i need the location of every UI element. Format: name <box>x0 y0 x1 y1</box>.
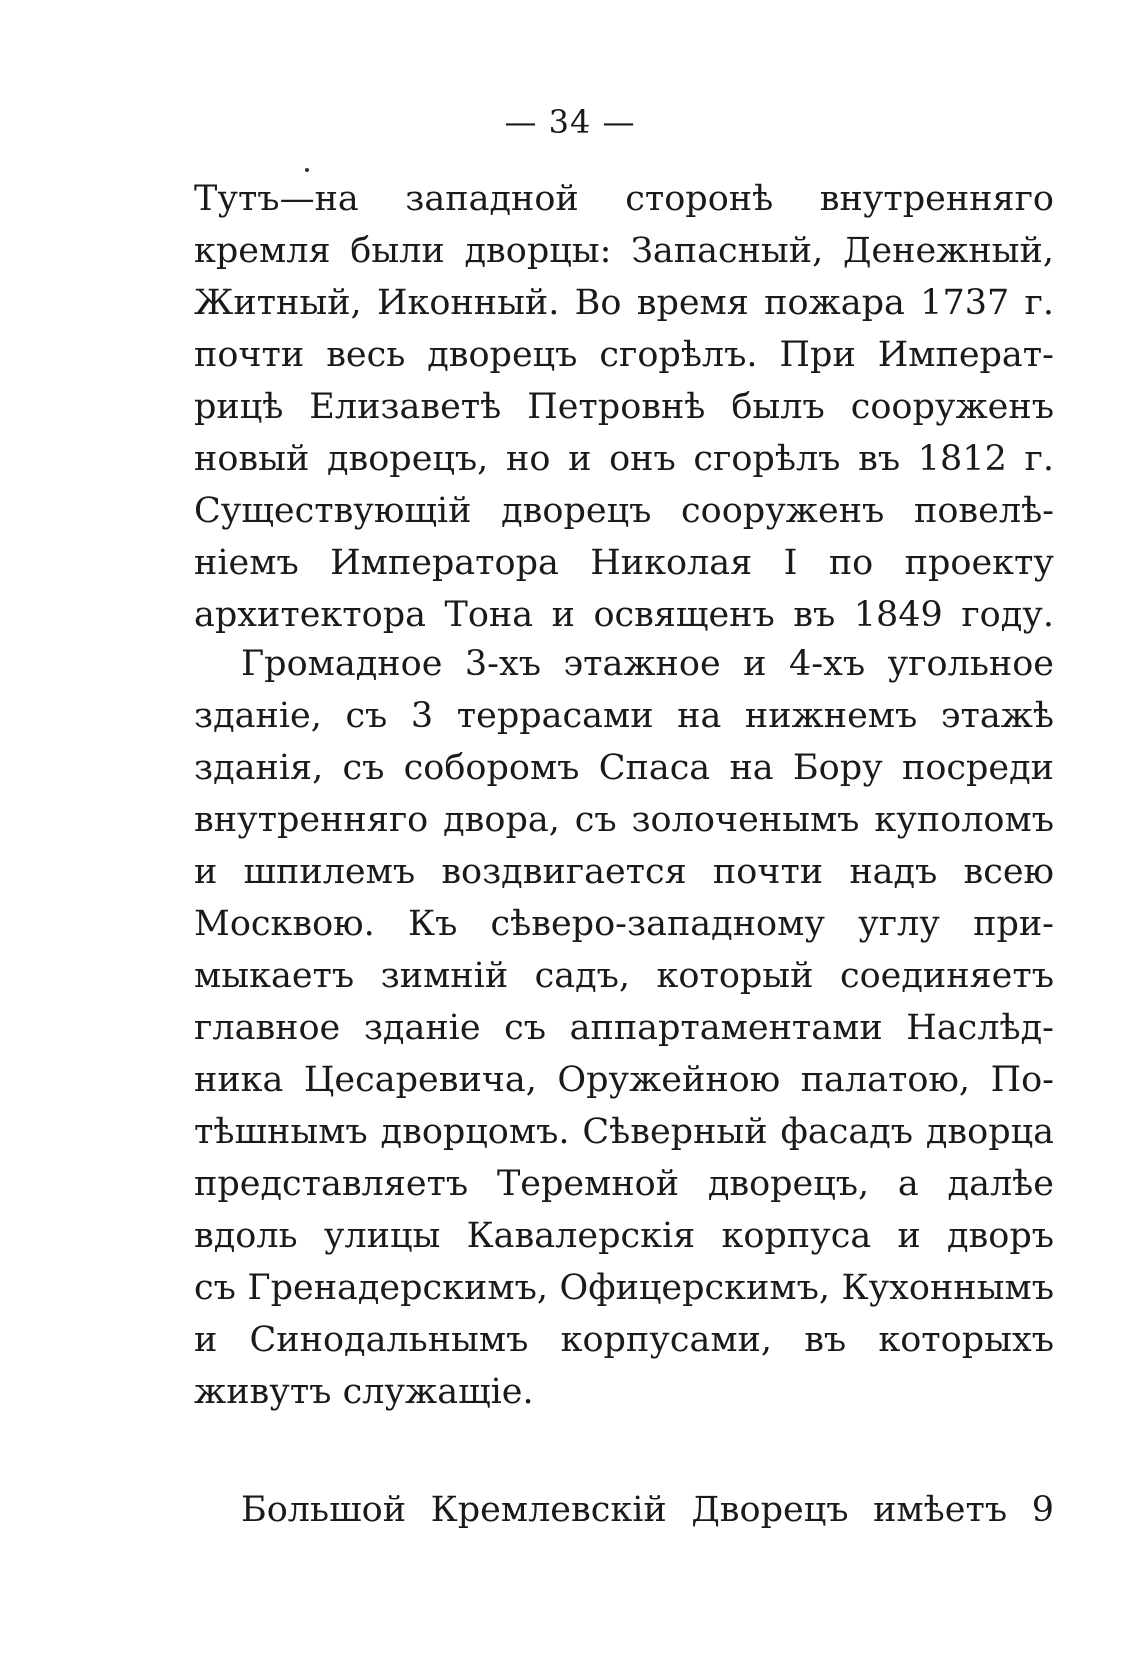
text-line: архитектора Тона и освященъ въ 1849 году. <box>194 595 1054 635</box>
text-line: зданіе, съ 3 террасами на нижнемъ этажѣ <box>194 696 1054 736</box>
text-line: представляетъ Теремной дворецъ, а далѣе <box>194 1164 1054 1204</box>
paragraph-1 <box>194 173 1054 641</box>
text-line: Громадное 3-хъ этажное и 4-хъ угольное <box>241 644 1054 684</box>
text-line: кремля были дворцы: Запасный, Денежный, <box>194 231 1054 271</box>
text-line: ника Цесаревича, Оружейною палатою, По- <box>194 1060 1054 1100</box>
paragraph-3 <box>194 1484 1054 1536</box>
text-line: рицѣ Елизаветѣ Петровнѣ былъ сооруженъ <box>194 387 1054 427</box>
text-line: вдоль улицы Кавалерскія корпуса и дворъ <box>194 1216 1054 1256</box>
text-line: Большой Кремлевскій Дворецъ имѣетъ 9 <box>241 1490 1054 1530</box>
text-line: тѣшнымъ дворцомъ. Сѣверный фасадъ дворца <box>194 1112 1054 1152</box>
paragraph-2 <box>194 638 1054 1418</box>
text-line: Житный, Иконный. Во время пожара 1737 г. <box>194 283 1054 323</box>
text-line: Тутъ—на западной сторонѣ внутренняго <box>194 179 1054 219</box>
text-line: живутъ служащіе. <box>194 1372 534 1412</box>
text-line: мыкаетъ зимній садъ, который соединяетъ <box>194 956 1054 996</box>
text-line: Существующій дворецъ сооруженъ повелѣ- <box>194 491 1054 531</box>
text-line: зданія, съ соборомъ Спаса на Бору посреди <box>194 748 1054 788</box>
ink-speck <box>305 168 309 172</box>
text-line: почти весь дворецъ сгорѣлъ. При Императ- <box>194 335 1054 375</box>
text-line: съ Гренадерскимъ, Офицерскимъ, Кухоннымъ <box>194 1268 1054 1308</box>
page-number: — 34 — <box>504 103 636 141</box>
text-line: внутренняго двора, съ золоченымъ куполомъ <box>194 800 1054 840</box>
text-line: ніемъ Императора Николая I по проекту <box>194 543 1054 583</box>
text-line: Москвою. Къ сѣверо-западному углу при- <box>194 904 1054 944</box>
text-line: главное зданіе съ аппартаментами Наслѣд- <box>194 1008 1054 1048</box>
text-line: новый дворецъ, но и онъ сгорѣлъ въ 1812 г. <box>194 439 1054 479</box>
text-line: и Синодальнымъ корпусами, въ которыхъ <box>194 1320 1054 1360</box>
text-line: и шпилемъ воздвигается почти надъ всею <box>194 852 1054 892</box>
